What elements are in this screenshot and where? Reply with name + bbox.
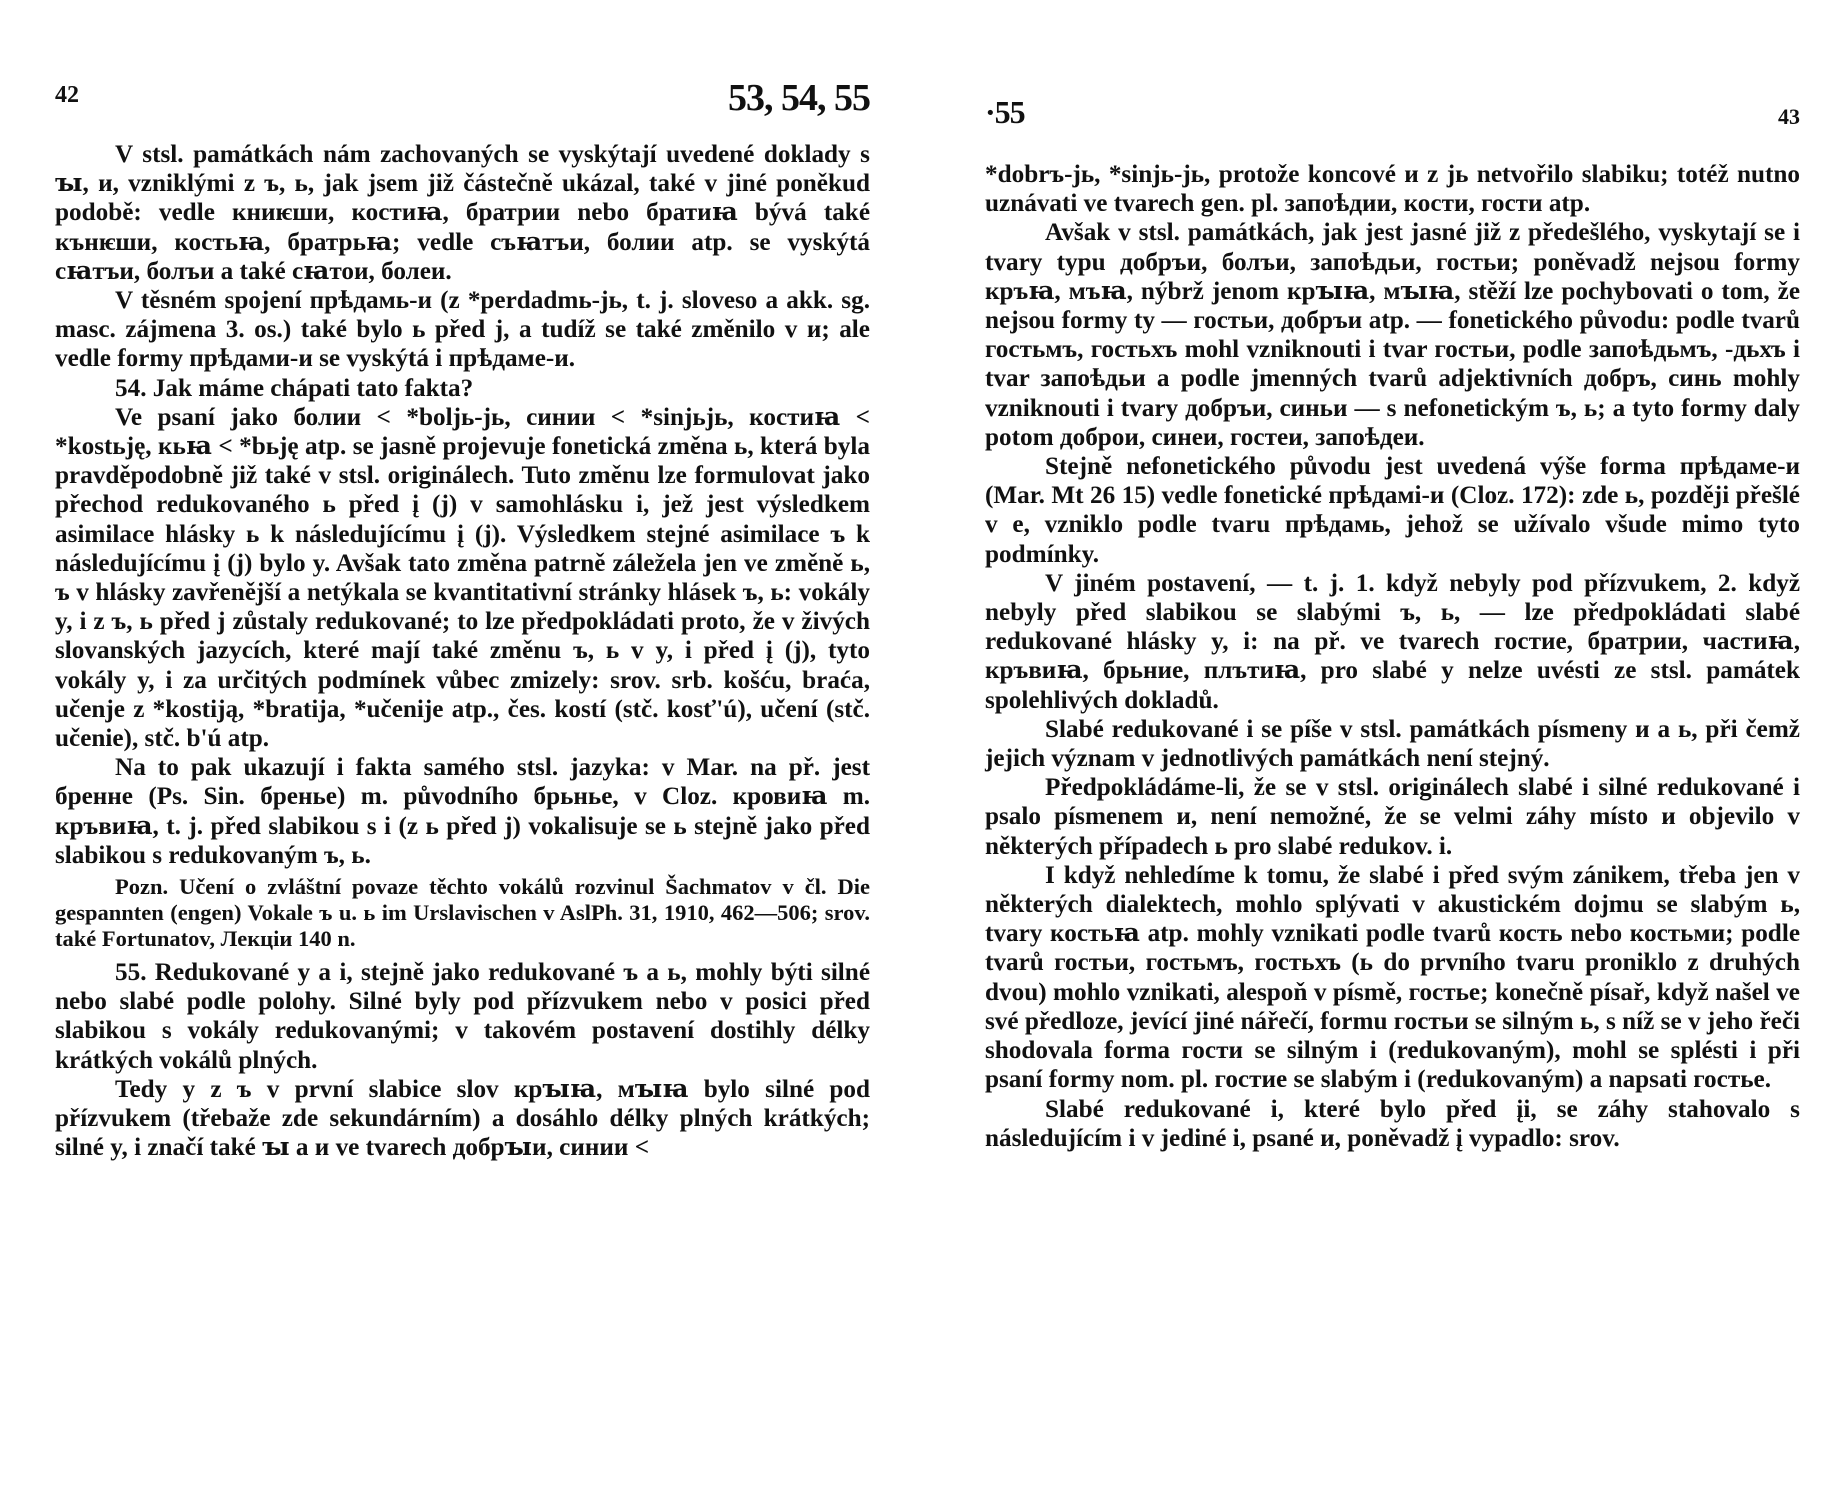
paragraph: V jiném postavení, — t. j. 1. když nebyly pod přízvukem, 2. když nebyly před slabikou se slabými ъ, ь, — lze předpokládati slabé redukované hlásky y, i: na př. ve tvarech гостие, братрии, частиꙗ, кръвиꙗ, брьние, плътиꙗ, pro slabé y nelze uvésti ze stsl. památek spolehlivých dokladů. — [985, 569, 1800, 714]
paragraph: Na to pak ukazují i fakta samého stsl. jazyka: v Mar. na př. jest бренне (Ps. Sin. бренье) m. původního брьнье, v Cloz. кровиꙗ m. кръвиꙗ, t. j. před slabikou s i (z ь před j) vokalisuje se ь stejně jako před slabikou s redukovaným ъ, ь. — [55, 754, 870, 869]
paragraph: V stsl. památkách nám zachovaných se vyskýtají uvedené doklady s ꙑ, и, vzniklými z ъ, ь, jak jsem již částečně ukázal, také v jiné poněkud podobě: vedle книѥши, костиꙗ, братрии nebo братиꙗ bývá také кънѥши, костьꙗ, братрьꙗ; vedle съꙗтъи, болии atp. se vyskýtá сꙗтъи, болъи a také сꙗтои, болеи. — [55, 141, 870, 285]
paragraph: Stejně nefonetického původu jest uvedená výše forma прѣдаме-и (Mar. Mt 26 15) vedle fonetické прѣдамі-и (Cloz. 172): zde ь, později přešlé v e, vzniklo podle tvaru прѣдамь, jehož se užívalo všude mimo tyto podmínky. — [985, 453, 1800, 568]
paragraph: Slabé redukované i se píše v stsl. památkách písmeny и a ь, při čemž jejich význam v jednotlivých památkách není stejný. — [985, 715, 1800, 773]
footnote: Pozn. Učení o zvláštní povaze těchto vokálů rozvinul Šachmatov v čl. Die gespannten (engen) Vokale ъ u. ь im Urslavischen v AslPh. 31, 1910, 462—506; srov. také Fortunatov, Лекціи 140 n. — [55, 874, 870, 952]
section-header: 53, 54, 55 — [728, 77, 870, 119]
paragraph: I když nehledíme k tomu, že slabé i před svým zánikem, třeba jen v některých dialektech, mohlo splývati v akustickém dojmu se slabým ь, tvary костьꙗ atp. mohly vznikati podle tvarů кость nebo костьми; podle tvarů гостьи, гостьмъ, гостьхъ (ь do prvního tvaru proniklo z druhých dvou) mohlo vznikati, alespoň v písmě, гостье; konečně písař, když našel ve své předloze, jevící jiné nářečí, formu гостьи se silným ь, s níž se v jeho řeči shodovala forma гости se silným i (redukovaným), mohl se splésti i při psaní formy nom. pl. гостие se slabým i (redukovaným) a napsati гостье. — [985, 861, 1800, 1094]
paragraph: Slabé redukované i, které bylo před įi, se záhy stahovalo s následujícím i v jediné i, psané и, poněvadž į vypadlo: srov. — [985, 1095, 1800, 1152]
right-page-body — [985, 160, 1800, 1153]
left-page — [55, 0, 870, 1500]
paragraph: Tedy y z ъ v první slabice slov крꙑꙗ, мꙑꙗ bylo silné pod přízvukem (třebaže zde sekundárním) a dosáhlo délky plných krátkých; silné y, i značí také ꙑ a и ve tvarech добрꙑи, синии < — [55, 1075, 870, 1162]
paragraph: V těsném spojení прѣдамь-и (z *perdadmь-jь, t. j. sloveso a akk. sg. masc. zájmena 3. os.) také bylo ь před j, a tudíž se také změnilo v и; ale vedle formy прѣдами-и se vyskýtá i прѣдаме-и. — [55, 287, 870, 373]
paragraph: Ve psaní jako болии < *boljь-jь, синии < *sinjьjь, костиꙗ < *kostьję, кьꙗ < *bьję atp. se jasně projevuje fonetická změna ь, která byla pravděpodobně již také v stsl. originálech. Tuto změnu lze formulovat jako přechod redukovaného ь před į (j) v samohlásku i, jež jest výsledkem asimilace hlásky ь k následujícímu į (j). Výsledkem stejné asimilace ъ k následujícímu į (j) bylo y. Avšak tato změna patrně záležela jen ve změně ь, ъ v hlásky zavřenější a netýkala se kvantitativní stránky hlásek ъ, ь: vokály y, i z ъ, ь před j zůstaly redukované; to lze předpokládati proto, že v živých slovanských jazycích, které mají také změnu ъ, ь v y, i před į (j), tyto vokály y, i za určitých podmínek vůbec zmizely: srov. srb. košću, braća, učenje z *kostiją, *bratija, *učenije atp., čes. kostí (stč. kosť'ú), učení (stč. učenie), stč. b'ú atp. — [55, 403, 870, 753]
paragraph: Předpokládáme-li, že se v stsl. originálech slabé i silné redukované i psalo písmenem и, není nemožné, že se velmi záhy místo и objevilo v některých případech ь pro slabé redukov. i. — [985, 774, 1800, 860]
section-paragraph-55: 55. Redukované y a i, stejně jako redukované ъ a ь, mohly býti silné nebo slabé podle polohy. Silné byly pod přízvukem nebo v posici před slabikou s vokály redukovanými; v takovém postavení dostihly délky krátkých vokálů plných. — [55, 959, 870, 1074]
paragraph: *dobrъ-jь, *sinjь-jь, protože koncové и z jь netvořilo slabiku; totéž nutno uznávati ve tvarech gen. pl. запоѣдии, кости, гости atp. — [985, 161, 1800, 218]
section-header: ·55 — [985, 94, 1025, 130]
page-number: 43 — [1778, 104, 1800, 129]
section-heading-54: 54. Jak máme chápati tato fakta? — [115, 374, 474, 402]
paragraph: Avšak v stsl. památkách, jak jest jasné již z předešlého, vyskytají se i tvary typu добръи, болъи, запоѣдьи, гостьи; poněvadž nejsou formy кръꙗ, мъꙗ, nýbrž jenom крꙑꙗ, мꙑꙗ, stěží lze pochybovati o tom, že nejsou formy ty — гостьи, добръи atp. — fonetického původu: podle tvarů гостьмъ, гостьхъ mohl vzniknouti i tvar гостьи, podle запоѣдьмъ, -дьхъ i tvar запоѣдьи a podle jmenných tvarů adjektivních добръ, синь mohly vzniknouti i tvary добръи, синьи — s nefonetickým ъ, ь; a tyto formy daly potom доброи, синеи, гостеи, запоѣдеи. — [985, 219, 1800, 451]
right-page — [985, 0, 1800, 1500]
page-number: 42 — [55, 82, 79, 108]
left-page-body — [55, 140, 870, 1163]
